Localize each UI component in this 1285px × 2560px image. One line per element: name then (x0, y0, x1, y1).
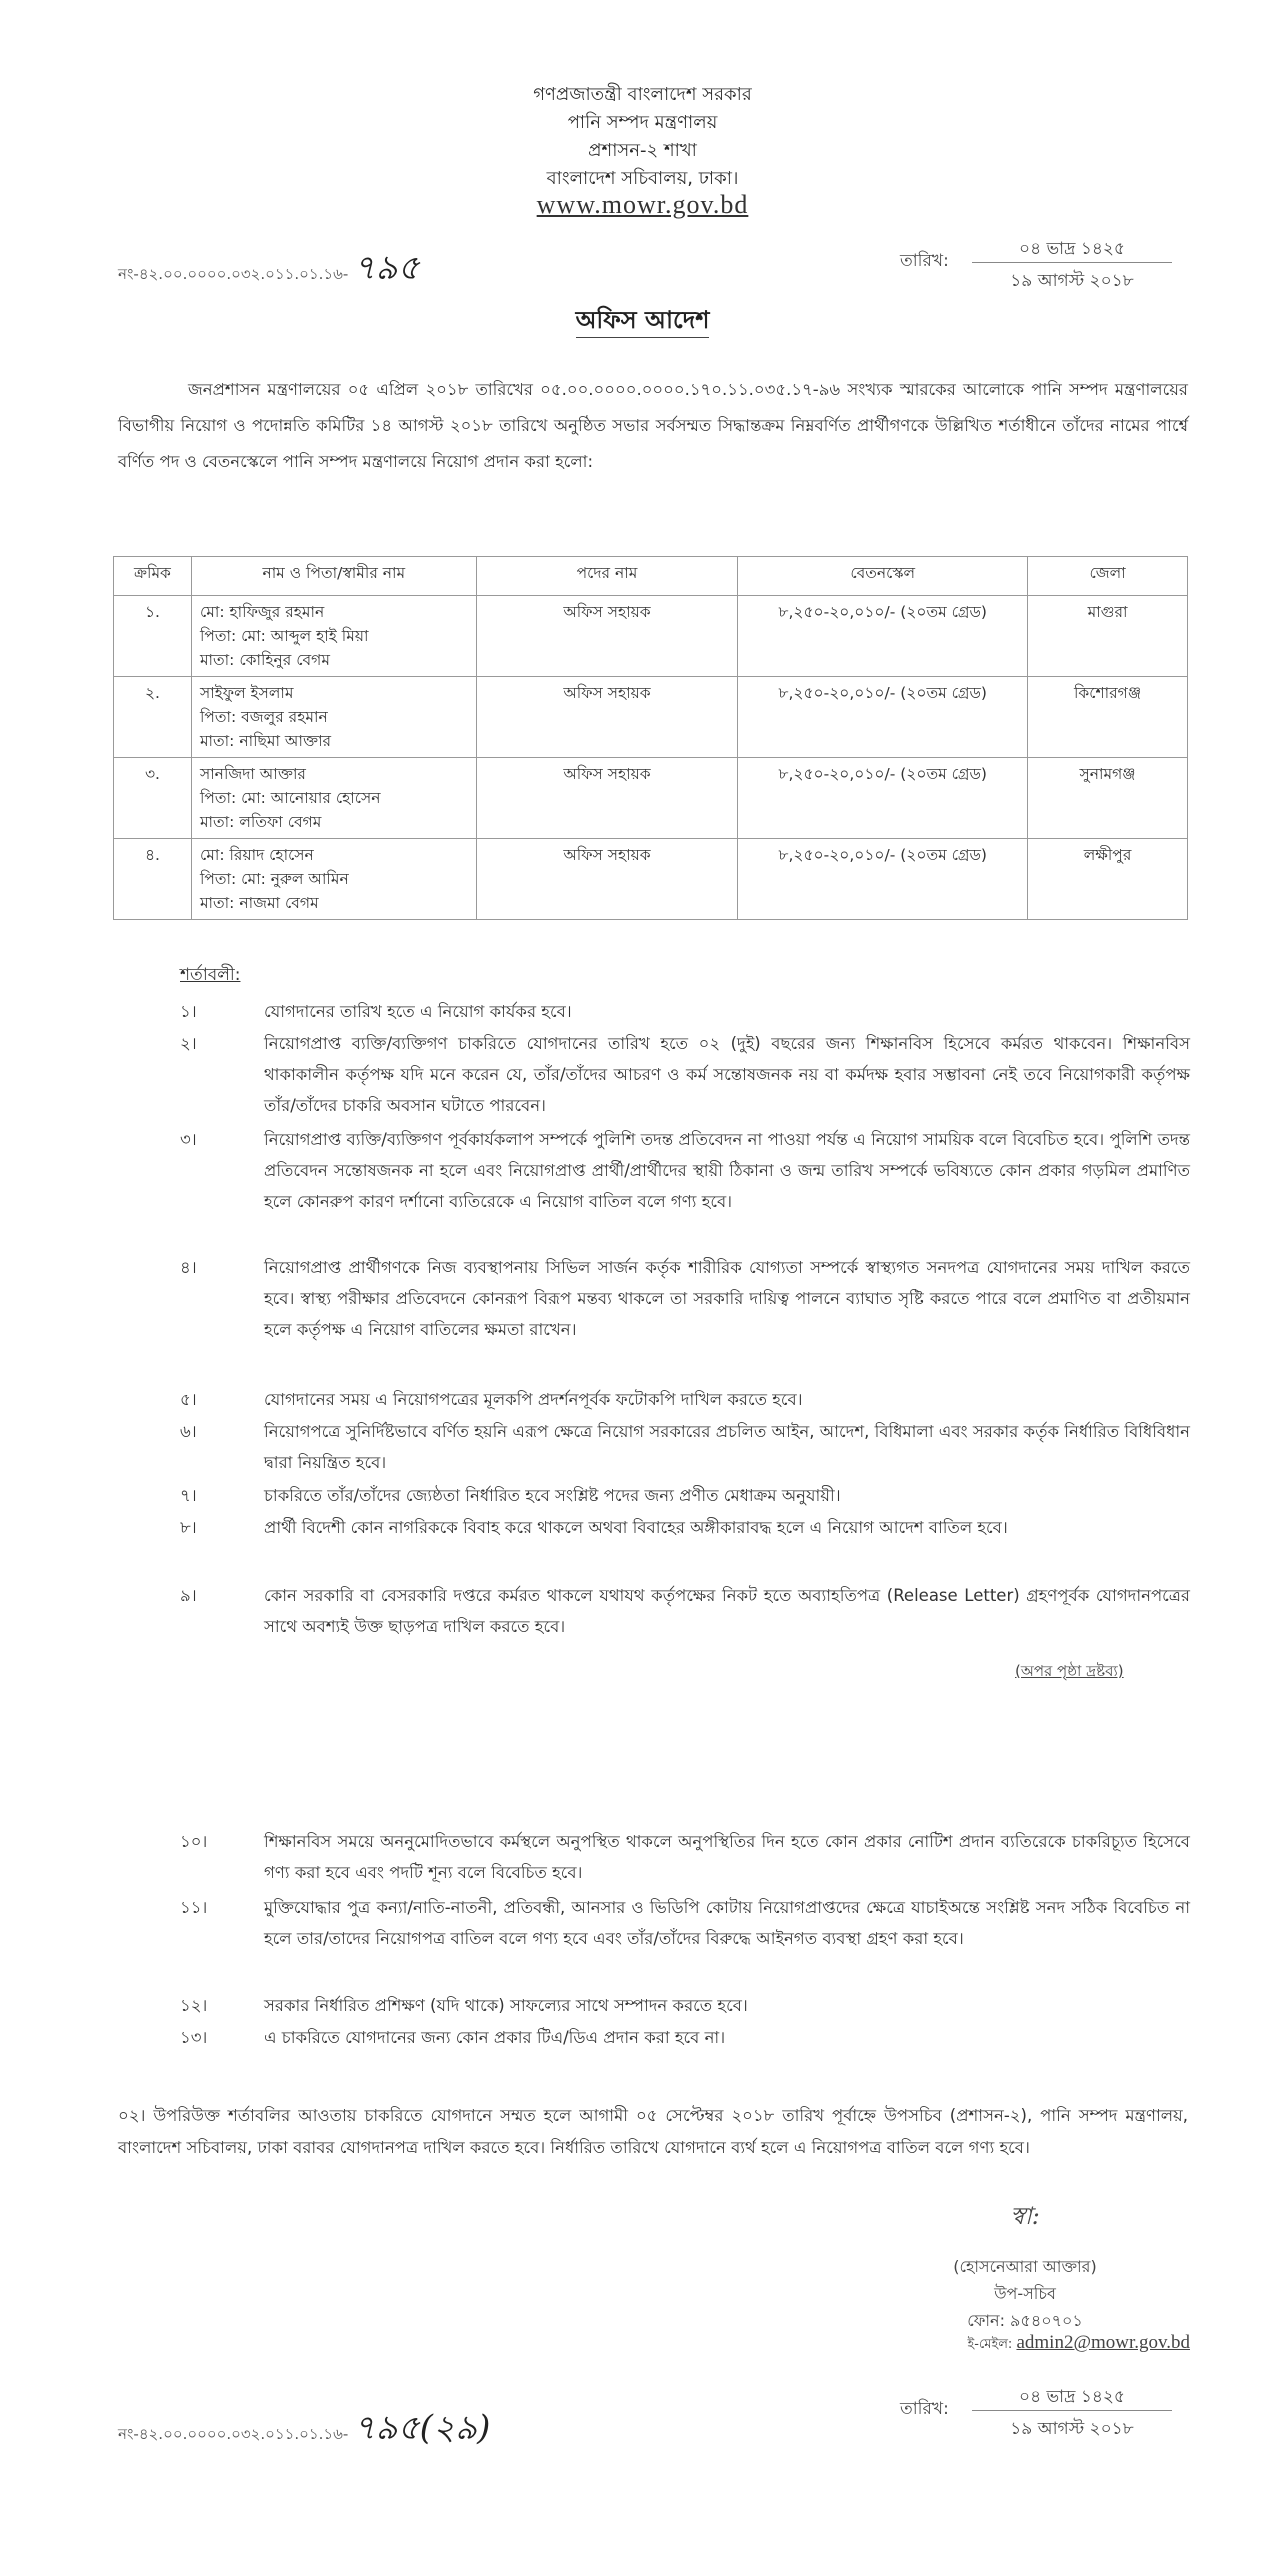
serial: ৪. (114, 839, 192, 920)
signature-mark: স্বা: (1010, 2202, 1040, 2230)
term-item (180, 1892, 1190, 1954)
table-row (114, 758, 1188, 839)
date-divider (972, 2410, 1172, 2411)
father-name: পিতা: মো: নুরুল আমিন (199, 870, 349, 888)
term-text: যোগদানের সময় এ নিয়োগপত্রের মূলকপি প্রদর্শনপূর্বক ফটোকপি দাখিল করতে হবে। (264, 1390, 803, 1409)
memo2-number-block (118, 2402, 490, 2459)
term-item (180, 1252, 1190, 1345)
col-district: জেলা (1028, 557, 1188, 596)
district: লক্ষীপুর (1028, 839, 1188, 920)
district: সুনামগঞ্জ (1028, 758, 1188, 839)
father-name: পিতা: বজলুর রহমান (199, 708, 328, 726)
term-number: ৬। (180, 1422, 197, 1441)
term-item (180, 1480, 1190, 1511)
term-item (180, 1990, 1190, 2021)
date-bangla: ০৪ ভাদ্র ১৪২৫ (1019, 2387, 1125, 2407)
ministry-name: পানি সম্পদ মন্ত্রণালয় (567, 112, 718, 133)
signatory-name: (হোসনেআরা আক্তার) (953, 2257, 1097, 2276)
term-number: ৫। (180, 1390, 197, 1409)
term-text: শিক্ষানবিস সময়ে অননুমোদিতভাবে কর্মস্থলে অনুপস্থিত থাকলে অনুপস্থিতির দিন হতে কোন প্রকার নোটিশ প্রদান ব্যতিরেকে চাকরিচ্যূত হিসেবে গণ্য করা হবে এবং পদটি শূন্য বলে বিবেচিত হবে। (264, 1832, 1190, 1882)
col-scale: বেতনস্কেল (738, 557, 1028, 596)
serial: ৩. (114, 758, 192, 839)
branch-name: প্রশাসন-২ শাখা (588, 140, 697, 161)
mother-name: মাতা: নাজমা বেগম (199, 894, 319, 912)
page-title-wrap (0, 302, 1285, 342)
term-item (180, 1416, 1190, 1478)
term-item (180, 1028, 1190, 1121)
term-item (180, 1580, 1190, 1642)
term-number: ১। (180, 1002, 197, 1021)
post: অফিস সহায়ক (476, 596, 738, 677)
terms-heading: শর্তাবলী: (180, 965, 241, 985)
joining-instruction-paragraph: ০২। উপরিউক্ত শর্তাবলির আওতায় চাকরিতে যোগদানে সম্মত হলে আগামী ০৫ সেপ্টেম্বর ২০১৮ তারিখ পূর্বাহ্নে উপসচিব (প্রশাসন-২), পানি সম্পদ মন্ত্রণালয়, বাংলাদেশ সচিবালয়, ঢাকা বরাবর যোগদানপত্র দাখিল করতে হবে। নির্ধারিত তারিখে যোগদানে ব্যর্থ হলে এ নিয়োগপত্র বাতিল বলে গণ্য হবে। (118, 2106, 1188, 2157)
table-header-row (114, 557, 1188, 596)
serial: ২. (114, 677, 192, 758)
intro-paragraph: জনপ্রশাসন মন্ত্রণালয়ের ০৫ এপ্রিল ২০১৮ তারিখের ০৫.০০.০০০০.০০০০.১৭০.১১.০৩৫.১৭-৯৬ সংখ্যক স্মারকের আলোকে পানি সম্পদ মন্ত্রণালয়ের বিভাগীয় নিয়োগ ও পদোন্নতি কমিটির ১৪ আগস্ট ২০১৮ তারিখে অনুষ্ঠিত সভার সর্বসম্মত সিদ্ধান্তক্রম নিম্নবর্ণিত প্রার্থীগণকে উল্লিখিত শর্তাধীনে তাঁদের নামের পার্শ্বে বর্ণিত পদ ও বেতনস্কেলে পানি সম্পদ মন্ত্রণালয়ে নিয়োগ প্রদান করা হলো: (118, 380, 1188, 471)
date-bangla: ০৪ ভাদ্র ১৪২৫ (1019, 239, 1125, 259)
term-item (180, 1826, 1190, 1888)
mother-name: মাতা: লতিফা বেগম (199, 813, 322, 831)
term-number: ৮। (180, 1518, 197, 1537)
see-overleaf-note: (অপর পৃষ্ঠা দ্রষ্টব্য) (1015, 1662, 1124, 1680)
memo2-handwritten-number: ৭৯৫(২৯) (353, 2408, 491, 2448)
term-text: নিয়োগপ্রাপ্ত প্রার্থীগণকে নিজ ব্যবস্থাপনায় সিভিল সার্জন কর্তৃক শারীরিক যোগ্যতা সম্পর্কে স্বাস্থ্যগত সনদপত্র যোগদানের সময় দাখিল করতে হবে। স্বাস্থ্য পরীক্ষার প্রতিবেদনে কোনরূপ বিরূপ মন্তব্য থাকলে তা সরকারি দায়িত্ব পালনে ব্যাঘাত সৃষ্টি করতে পারে বলে প্রমাণিত বা প্রতীয়মান হলে কর্তৃপক্ষ এ নিয়োগ বাতিলের ক্ষমতা রাখেন। (264, 1258, 1190, 1339)
term-item (180, 996, 1190, 1027)
father-name: পিতা: মো: আব্দুল হাই মিয়া (199, 627, 369, 645)
term-text: সরকার নির্ধারিত প্রশিক্ষণ (যদি থাকে) সাফল্যের সাথে সম্পাদন করতে হবে। (264, 1996, 748, 2015)
signatory-designation: উপ-সচিব (994, 2284, 1056, 2303)
pay-scale: ৮,২৫০-২০,০১০/- (২০তম গ্রেড) (738, 596, 1028, 677)
memo-handwritten-number: ৭৯৫ (353, 248, 420, 288)
term-number: ১৩। (180, 2028, 208, 2047)
name-cell (191, 839, 476, 920)
term-text: এ চাকরিতে যোগদানের জন্য কোন প্রকার টিএ/ডিএ প্রদান করা হবে না। (264, 2028, 726, 2047)
appointee-name: মো: হাফিজুর রহমান (199, 603, 325, 621)
appointee-name: মো: রিয়াদ হোসেন (199, 846, 314, 864)
date-divider (972, 262, 1172, 263)
name-cell (191, 596, 476, 677)
date-label: তারিখ: (900, 2399, 949, 2419)
post: অফিস সহায়ক (476, 839, 738, 920)
pay-scale: ৮,২৫০-২০,০১০/- (২০তম গ্রেড) (738, 839, 1028, 920)
memo-number: নং-৪২.০০.০০০০.০৩২.০১১.০১.১৬- (118, 265, 349, 283)
district: কিশোরগঞ্জ (1028, 677, 1188, 758)
memo-date (900, 232, 1190, 296)
col-post: পদের নাম (476, 557, 738, 596)
memo2-date (900, 2380, 1190, 2444)
govt-name: গণপ্রজাতন্ত্রী বাংলাদেশ সরকার (533, 84, 752, 105)
memo2-number: নং-৪২.০০.০০০০.০৩২.০১১.০১.১৬- (118, 2425, 349, 2443)
pay-scale: ৮,২৫০-২০,০১০/- (২০তম গ্রেড) (738, 677, 1028, 758)
website-wrap (0, 190, 1285, 220)
signatory-phone: ফোন: ৯৫৪০৭০১ (967, 2311, 1083, 2330)
website-link[interactable]: www.mowr.gov.bd (536, 190, 749, 219)
post: অফিস সহায়ক (476, 677, 738, 758)
date-english: ১৯ আগস্ট ২০১৮ (1010, 271, 1134, 291)
name-cell (191, 677, 476, 758)
term-number: ৩। (180, 1130, 197, 1149)
page-title: অফিস আদেশ (576, 306, 710, 338)
serial: ১. (114, 596, 192, 677)
district: মাগুরা (1028, 596, 1188, 677)
appointee-name: সানজিদা আক্তার (199, 765, 306, 783)
date-label: তারিখ: (900, 251, 949, 271)
table-row (114, 596, 1188, 677)
term-text: মুক্তিযোদ্ধার পুত্র কন্যা/নাতি-নাতনী, প্রতিবন্ধী, আনসার ও ভিডিপি কোটায় নিয়োগপ্রাপ্তদের ক্ষেত্রে যাচাইঅন্তে সংশ্লিষ্ট সনদ সঠিক বিবেচিত না হলে তার/তাদের নিয়োগপত্র বাতিল বলে গণ্য হবে এবং তাঁর/তাঁদের বিরুদ্ধে আইনগত ব্যবস্থা গ্রহণ করা হবে। (264, 1898, 1190, 1948)
pay-scale: ৮,২৫০-২০,০১০/- (২০তম গ্রেড) (738, 758, 1028, 839)
term-number: ১০। (180, 1832, 208, 1851)
term-text: প্রার্থী বিদেশী কোন নাগরিককে বিবাহ করে থাকলে অথবা বিবাহের অঙ্গীকারাবদ্ধ হলে এ নিয়োগ আদেশ বাতিল হবে। (264, 1518, 1008, 1537)
term-text: নিয়োগপত্রে সুনির্দিষ্টভাবে বর্ণিত হয়নি এরূপ ক্ষেত্রে নিয়োগ সরকারের প্রচলিত আইন, আদেশ, বিধিমালা এবং সরকার কর্তৃক নির্ধারিত বিধিবিধান দ্বারা নিয়ন্ত্রিত হবে। (264, 1422, 1190, 1472)
term-number: ৭। (180, 1486, 197, 1505)
term-text: নিয়োগপ্রাপ্ত ব্যক্তি/ব্যক্তিগণ চাকরিতে যোগদানের তারিখ হতে ০২ (দুই) বছরের জন্য শিক্ষানবিস হিসেবে কর্মরত থাকবেন। শিক্ষানবিস থাকাকালীন কর্তৃপক্ষ যদি মনে করেন যে, তাঁর/তাঁদের আচরণ ও কর্ম সন্তোষজনক নয় বা কর্মদক্ষ হবার সম্ভাবনা নেই তবে নিয়োগকারী কর্তৃপক্ষ তাঁর/তাঁদের চাকরি অবসান ঘটাতে পারবেন। (264, 1034, 1190, 1115)
term-item (180, 1124, 1190, 1217)
term-text: কোন সরকারি বা বেসরকারি দপ্তরে কর্মরত থাকলে যথাযথ কর্তৃপক্ষের নিকট হতে অব্যাহতিপত্র (Release Letter) গ্রহণপূর্বক যোগদানপত্রের সাথে অবশ্যই উক্ত ছাড়পত্র দাখিল করতে হবে। (264, 1586, 1190, 1636)
term-number: ১২। (180, 1996, 208, 2015)
term-number: ৯। (180, 1586, 197, 1605)
memo-number-block (118, 242, 420, 299)
name-cell (191, 758, 476, 839)
appointee-table (113, 556, 1188, 920)
email-label: ই-মেইল: (967, 2337, 1013, 2352)
mother-name: মাতা: নাছিমা আক্তার (199, 732, 332, 750)
post: অফিস সহায়ক (476, 758, 738, 839)
term-text: চাকরিতে তাঁর/তাঁদের জ্যেষ্ঠতা নির্ধারিত হবে সংশ্লিষ্ট পদের জন্য প্রণীত মেধাক্রম অনুযায়ী। (264, 1486, 841, 1505)
secretariat-address: বাংলাদেশ সচিবালয়, ঢাকা। (546, 168, 739, 189)
term-text: যোগদানের তারিখ হতে এ নিয়োগ কার্যকর হবে। (264, 1002, 572, 1021)
table-row (114, 677, 1188, 758)
term-text: নিয়োগপ্রাপ্ত ব্যক্তি/ব্যক্তিগণ পূর্বকার্যকলাপ সম্পর্কে পুলিশি তদন্ত প্রতিবেদন না পাওয়া পর্যন্ত এ নিয়োগ সাময়িক বলে বিবেচিত হবে। পুলিশি তদন্ত প্রতিবেদন সন্তোষজনক না হলে এবং নিয়োগপ্রাপ্ত প্রার্থী/প্রার্থীদের স্থায়ী ঠিকানা ও জন্ম তারিখ সম্পর্কে ভবিষ্যতে কোন প্রকার গড়মিল প্রমাণিত হলে কোনরুপ কারণ দর্শানো ব্যতিরেকে এ নিয়োগ বাতিল বলে গণ্য হবে। (264, 1130, 1190, 1211)
table-row (114, 839, 1188, 920)
appointee-name: সাইফুল ইসলাম (199, 684, 294, 702)
date-english: ১৯ আগস্ট ২০১৮ (1010, 2419, 1134, 2439)
col-serial: ক্রমিক (114, 557, 192, 596)
term-number: ২। (180, 1034, 197, 1053)
col-name: নাম ও পিতা/স্বামীর নাম (191, 557, 476, 596)
signatory-email-line (870, 2332, 1190, 2356)
term-item (180, 1384, 1190, 1415)
mother-name: মাতা: কোহিনুর বেগম (199, 651, 330, 669)
term-item (180, 2022, 1190, 2053)
email-link[interactable]: admin2@mowr.gov.bd (1016, 2332, 1190, 2353)
father-name: পিতা: মো: আনোয়ার হোসেন (199, 789, 381, 807)
term-number: ৪। (180, 1258, 197, 1277)
term-item (180, 1512, 1190, 1543)
term-number: ১১। (180, 1898, 208, 1917)
